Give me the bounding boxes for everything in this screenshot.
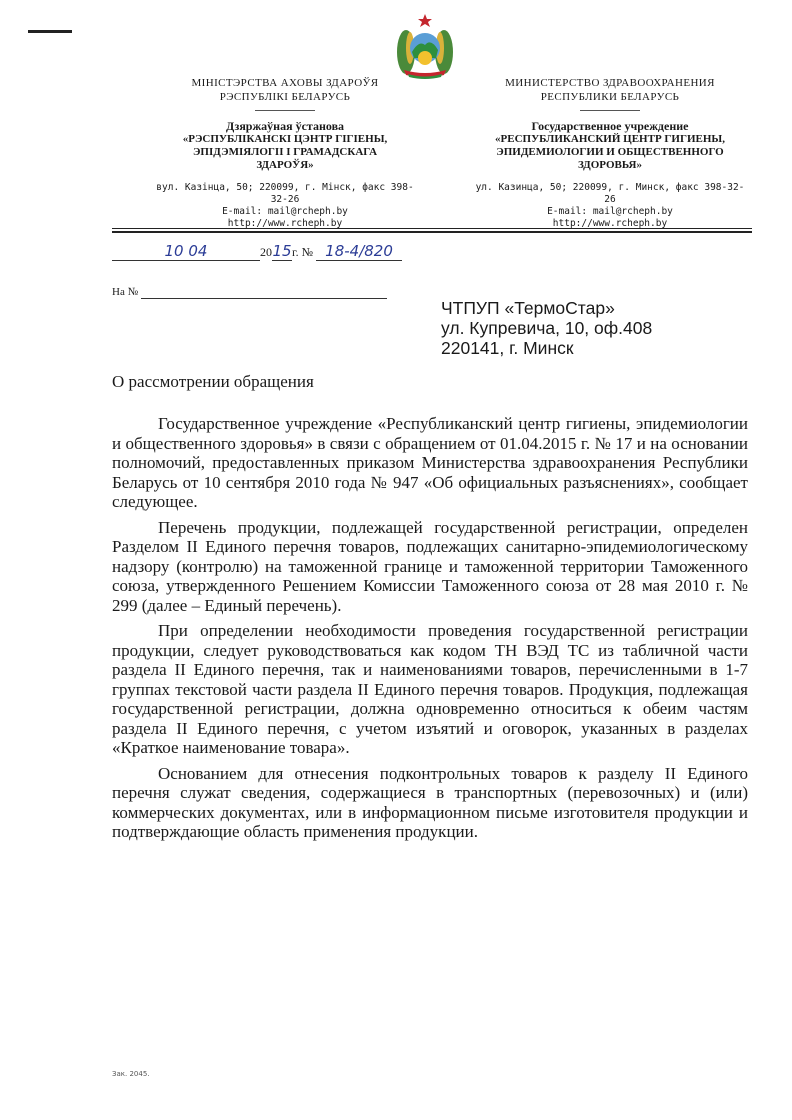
institution-name: «РЕСПУБЛИКАНСКИЙ ЦЕНТР ГИГИЕНЫ, ЭПИДЕМИОЛОГИИ И ОБЩЕСТВЕННОГО ЗДОРОВЬЯ» [495,133,725,171]
header-divider [255,110,315,111]
handwritten-reg-number: 18-4/820 [316,242,402,261]
header-divider [580,110,640,111]
scan-mark [28,30,72,33]
institution-name: «РЭСПУБЛІКАНСКІ ЦЭНТР ГІГІЕНЫ, ЭПІДЭМІЯЛОГІІ І ГРАМАДСКАГА ЗДАРОЎЯ» [182,133,388,171]
contacts-block [150,182,420,230]
reference-line [112,286,387,299]
postal-address: вул. Казінца, 50; 220099, г. Мінск, факс 398-32-26 [156,182,414,205]
letterhead-rule-thick [112,231,752,233]
letterhead-rule-thin [112,228,752,229]
reference-label: На № [112,286,139,298]
letter-body [112,414,748,848]
addressee-name: ЧТПУП «ТермоСтар» [441,298,615,318]
institution-type: Дзяржаўная ўстанова [225,119,345,133]
number-label: № [301,245,314,259]
right-header-russian [475,76,745,230]
ministry-name-line1: МИНИСТЕРСТВО ЗДРАВООХРАНЕНИЯ [505,77,715,89]
year-prefix: 20 [260,245,272,259]
ministry-name-line1: МІНІСТЭРСТВА АХОВЫ ЗДАРОЎЯ [191,77,379,89]
email: E-mail: mail@rcheph.by [547,206,673,217]
email: E-mail: mail@rcheph.by [222,206,348,217]
ministry-name-line2: РЭСПУБЛІКІ БЕЛАРУСЬ [219,91,351,103]
postal-address: ул. Казинца, 50; 220099, г. Минск, факс 398-32-26 [475,182,745,205]
addressee-city: 220141, г. Минск [441,338,574,358]
body-paragraph: Перечень продукции, подлежащей государственной регистрации, определен Разделом II Единого перечня товаров, подлежащих санитарно-эпидемиологическому надзору (контролю) на таможенной границе и таможенной территории Таможенного союза, утвержденного Решением Комиссии Таможенного союза от 28 мая 2010 г. № 299 (далее – Единый перечень). [112,517,748,615]
reference-blank [141,286,387,299]
ministry-name-line2: РЕСПУБЛИКИ БЕЛАРУСЬ [540,91,680,103]
outgoing-date-line [112,242,402,261]
body-paragraph: При определении необходимости проведения государственной регистрации продукции, следует руководствоваться как кодом ТН ВЭД ТС из табличной части раздела II Единого перечня, так и наименованиями товаров, перечисленными в 1-7 группах текстовой части раздела II Единого перечня товаров. Продукция, подлежащая государственной регистрации, должна одновременно относиться к обеим частям раздела II Единого перечня, с учетом изъятий и оговорок, указанных в разделах «Краткое наименование товара». [112,621,748,757]
body-paragraph: Основанием для отнесения подконтрольных товаров к разделу II Единого перечня служат сведения, содержащиеся в транспортных (перевозочных) и (или) коммерческих документах, или в информационном письме изготовителя продукции и подтверждающие область применения продукции. [112,763,748,841]
institution-type: Государственное учреждение [531,119,689,133]
coat-of-arms-emblem [394,12,456,80]
addressee-block [441,298,652,358]
addressee-street: ул. Купревича, 10, оф.408 [441,318,653,338]
handwritten-year: 15 [272,242,292,260]
body-paragraph: Государственное учреждение «Республиканский центр гигиены, эпидемиологии и общественного здоровья» в связи с обращением от 01.04.2015 г. № 17 и на основании полномочий, предоставленных приказом Министерства здравоохранения Республики Беларусь от 10 сентября 2010 года № 947 «Об официальных разъяснениях», сообщает следующее. [112,414,748,511]
website: http://www.rcheph.by [227,218,343,229]
print-order-footnote: Зак. 2045. [112,1070,150,1078]
contacts-block [475,182,745,230]
left-header-belarusian [150,76,420,230]
website: http://www.rcheph.by [552,218,668,229]
letter-subject: О рассмотрении обращения [112,372,314,391]
year-suffix: г. [292,245,299,259]
handwritten-date: 10 04 [112,242,260,261]
